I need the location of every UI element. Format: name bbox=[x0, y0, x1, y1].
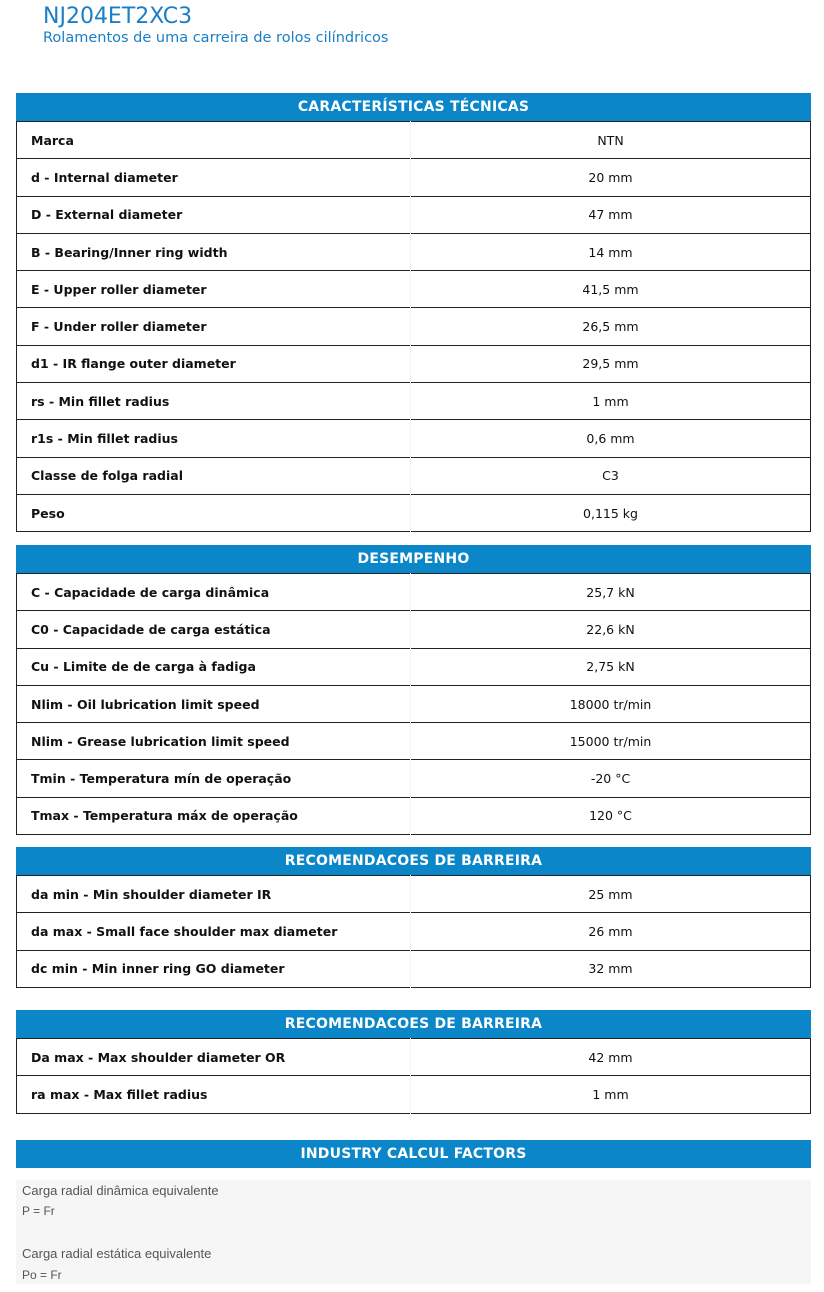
row-value: 42 mm bbox=[411, 1039, 811, 1076]
table-row bbox=[17, 876, 811, 913]
row-value: 26 mm bbox=[411, 913, 811, 950]
row-value: 15000 tr/min bbox=[411, 723, 811, 760]
table-row bbox=[17, 1076, 811, 1113]
table-row bbox=[17, 723, 811, 760]
table-row bbox=[17, 271, 811, 308]
table-row bbox=[17, 611, 811, 648]
row-label: Peso bbox=[17, 494, 411, 531]
row-label: d - Internal diameter bbox=[17, 159, 411, 196]
row-label: d1 - IR flange outer diameter bbox=[17, 345, 411, 382]
row-value: 0,6 mm bbox=[411, 420, 811, 457]
dynamic-load-title: Carga radial dinâmica equivalente bbox=[22, 1183, 219, 1198]
dynamic-load-equation: P = Fr bbox=[22, 1204, 55, 1218]
row-label: F - Under roller diameter bbox=[17, 308, 411, 345]
row-label: Nlim - Grease lubrication limit speed bbox=[17, 723, 411, 760]
row-label: C0 - Capacidade de carga estática bbox=[17, 611, 411, 648]
table-row bbox=[17, 457, 811, 494]
table-row bbox=[17, 760, 811, 797]
static-load-title: Carga radial estática equivalente bbox=[22, 1246, 212, 1261]
row-value: 29,5 mm bbox=[411, 345, 811, 382]
row-label: Tmin - Temperatura mín de operação bbox=[17, 760, 411, 797]
row-value: -20 °C bbox=[411, 760, 811, 797]
row-value: 25,7 kN bbox=[411, 574, 811, 611]
table-row bbox=[17, 233, 811, 270]
row-value: 18000 tr/min bbox=[411, 685, 811, 722]
row-value: 120 °C bbox=[411, 797, 811, 834]
section-heading: DESEMPENHO bbox=[16, 545, 811, 573]
table-row bbox=[17, 122, 811, 159]
section-heading: RECOMENDACOES DE BARREIRA bbox=[16, 847, 811, 875]
row-value: 22,6 kN bbox=[411, 611, 811, 648]
row-label: D - External diameter bbox=[17, 196, 411, 233]
static-load-equation: Po = Fr bbox=[22, 1268, 62, 1282]
row-value: 47 mm bbox=[411, 196, 811, 233]
factors-image-panel bbox=[16, 1180, 811, 1284]
table-row bbox=[17, 685, 811, 722]
row-label: Da max - Max shoulder diameter OR bbox=[17, 1039, 411, 1076]
table-row bbox=[17, 159, 811, 196]
industry-factors-section bbox=[16, 1140, 811, 1168]
row-value: 41,5 mm bbox=[411, 271, 811, 308]
table-row bbox=[17, 383, 811, 420]
row-label: B - Bearing/Inner ring width bbox=[17, 233, 411, 270]
row-label: Nlim - Oil lubrication limit speed bbox=[17, 685, 411, 722]
barrier-outer-table bbox=[16, 1038, 811, 1114]
row-value: 0,115 kg bbox=[411, 494, 811, 531]
row-label: Cu - Limite de de carga à fadiga bbox=[17, 648, 411, 685]
performance-table bbox=[16, 573, 811, 835]
section-heading: RECOMENDACOES DE BARREIRA bbox=[16, 1010, 811, 1038]
page-header bbox=[43, 4, 388, 46]
section-heading: INDUSTRY CALCUL FACTORS bbox=[16, 1140, 811, 1168]
row-label: da min - Min shoulder diameter IR bbox=[17, 876, 411, 913]
row-label: Tmax - Temperatura máx de operação bbox=[17, 797, 411, 834]
row-label: ra max - Max fillet radius bbox=[17, 1076, 411, 1113]
product-title: NJ204ET2XC3 bbox=[43, 4, 193, 29]
table-row bbox=[17, 420, 811, 457]
product-subtitle: Rolamentos de uma carreira de rolos cilíndricos bbox=[43, 30, 389, 46]
table-row bbox=[17, 196, 811, 233]
table-row bbox=[17, 345, 811, 382]
row-value: 25 mm bbox=[411, 876, 811, 913]
row-value: 1 mm bbox=[411, 383, 811, 420]
row-value: 32 mm bbox=[411, 950, 811, 987]
barrier-recommendations-outer-section bbox=[16, 1010, 811, 1114]
table-row bbox=[17, 913, 811, 950]
table-row bbox=[17, 308, 811, 345]
table-row bbox=[17, 797, 811, 834]
table-row bbox=[17, 494, 811, 531]
barrier-recommendations-section bbox=[16, 847, 811, 988]
row-value: C3 bbox=[411, 457, 811, 494]
row-value: NTN bbox=[411, 122, 811, 159]
row-value: 14 mm bbox=[411, 233, 811, 270]
barrier-table bbox=[16, 875, 811, 988]
row-label: E - Upper roller diameter bbox=[17, 271, 411, 308]
row-label: da max - Small face shoulder max diameter bbox=[17, 913, 411, 950]
table-row bbox=[17, 574, 811, 611]
row-label: Marca bbox=[17, 122, 411, 159]
row-value: 2,75 kN bbox=[411, 648, 811, 685]
table-row bbox=[17, 1039, 811, 1076]
row-label: rs - Min fillet radius bbox=[17, 383, 411, 420]
section-heading: CARACTERÍSTICAS TÉCNICAS bbox=[16, 93, 811, 121]
technical-characteristics-section bbox=[16, 93, 811, 532]
table-row bbox=[17, 950, 811, 987]
row-value: 26,5 mm bbox=[411, 308, 811, 345]
row-value: 1 mm bbox=[411, 1076, 811, 1113]
row-label: r1s - Min fillet radius bbox=[17, 420, 411, 457]
row-label: C - Capacidade de carga dinâmica bbox=[17, 574, 411, 611]
table-row bbox=[17, 648, 811, 685]
technical-table bbox=[16, 121, 811, 532]
performance-section bbox=[16, 545, 811, 835]
row-label: dc min - Min inner ring GO diameter bbox=[17, 950, 411, 987]
row-label: Classe de folga radial bbox=[17, 457, 411, 494]
row-value: 20 mm bbox=[411, 159, 811, 196]
